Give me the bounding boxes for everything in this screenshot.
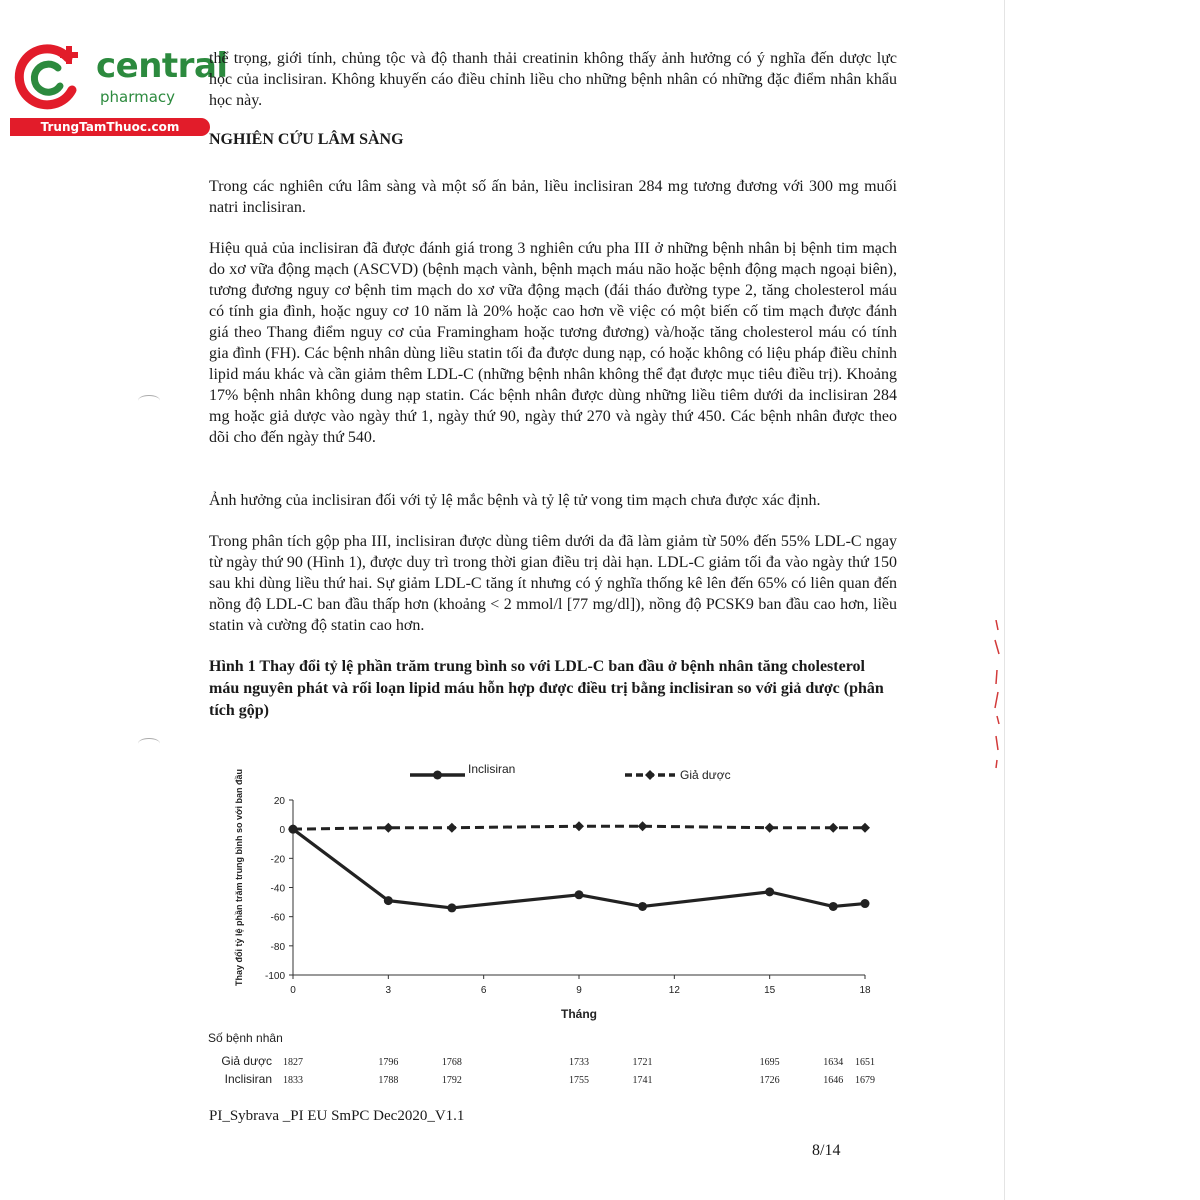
- logo-name: central: [96, 46, 228, 86]
- y-tick-label: -80: [270, 941, 285, 953]
- data-point-inclisiran: [447, 903, 456, 912]
- data-point-placebo: [828, 823, 838, 833]
- patient-count: 1695: [759, 1057, 780, 1068]
- x-tick-label: 18: [859, 985, 871, 996]
- patient-count: 1788: [378, 1075, 399, 1086]
- pharmacy-cross-icon: [10, 38, 90, 118]
- x-tick-label: 12: [668, 985, 680, 996]
- figure-caption: Hình 1 Thay đổi tỷ lệ phần trăm trung bình so với LDL-C ban đầu ở bệnh nhân tăng cholesterol máu nguyên phát và rối loạn lipid máu hỗn hợp được điều trị bằng inclisiran so với giả dược (phân tích gộp): [209, 658, 884, 719]
- patient-count: 1768: [441, 1057, 462, 1068]
- x-tick-label: 15: [764, 985, 776, 996]
- patient-count: 1646: [823, 1075, 844, 1086]
- y-tick-label: -40: [270, 883, 285, 895]
- logo-subtitle: pharmacy: [100, 88, 176, 106]
- scan-mark: [138, 395, 160, 406]
- chart-svg: [200, 740, 920, 1100]
- logo-banner: TrungTamThuoc.com: [10, 118, 210, 136]
- patient-count: 1827: [283, 1057, 303, 1068]
- data-point-placebo: [447, 823, 457, 833]
- paragraph-demographics: thể trọng, giới tính, chủng tộc và độ thanh thải creatinin không thấy ảnh hưởng có ý nghĩa đến dược lực học của inclisiran. Không khuyến cáo điều chỉnh liều cho những bệnh nhân có những đặc điểm nhân khẩu học này.: [209, 50, 897, 109]
- legend-marker: [645, 770, 655, 780]
- data-point-inclisiran: [861, 899, 870, 908]
- x-tick-label: 6: [480, 985, 487, 996]
- patient-count: 1792: [441, 1075, 462, 1086]
- paragraph-pooled-analysis: Trong phân tích gộp pha III, inclisiran được dùng tiêm dưới da đã làm giảm từ 50% đến 55% LDL-C ngay từ ngày thứ 90 (Hình 1), được duy trì trong thời gian điều trị dài hạn. LDL-C giảm tối đa vào ngày thứ 150 sau khi dùng liều thứ hai. Sự giảm LDL-C tăng ít nhưng có ý nghĩa thống kê lên đến 65% có liên quan đến nồng độ LDL-C ban đầu thấp hơn (khoảng < 2 mmol/l [77 mg/dl]), nồng độ PCSK9 ban đầu cao hơn, liều statin và cường độ statin cao hơn.: [209, 533, 897, 634]
- patient-count: 1679: [855, 1075, 875, 1086]
- x-tick-label: 0: [290, 985, 296, 996]
- y-tick-label: -60: [270, 912, 285, 924]
- patient-count: 1733: [569, 1057, 589, 1068]
- patients-label: Số bệnh nhân: [208, 1031, 283, 1045]
- paragraph-dose-equivalence: Trong các nghiên cứu lâm sàng và một số ấn bản, liều inclisiran 284 mg tương đương với 300 mg muối natri inclisiran.: [209, 178, 897, 216]
- page-number: 8/14: [812, 1142, 841, 1159]
- data-point-inclisiran: [575, 890, 584, 899]
- data-point-placebo: [383, 823, 393, 833]
- patient-count: 1796: [378, 1057, 399, 1068]
- patients-row-label: Giả dược: [221, 1054, 272, 1068]
- ldl-change-chart: [200, 740, 920, 1100]
- legend-label: Inclisiran: [468, 762, 516, 776]
- patient-count: 1741: [632, 1075, 653, 1086]
- paragraph-mortality: Ảnh hưởng của inclisiran đối với tỷ lệ mắc bệnh và tỷ lệ tử vong tim mạch chưa được xác định.: [209, 492, 821, 509]
- data-point-placebo: [638, 821, 648, 831]
- y-tick-label: 20: [273, 796, 285, 807]
- patient-count: 1833: [283, 1075, 303, 1086]
- patient-count: 1721: [632, 1057, 653, 1068]
- patient-count: 1726: [759, 1075, 780, 1086]
- x-tick-label: 9: [576, 985, 582, 996]
- data-point-placebo: [574, 821, 584, 831]
- patient-count: 1634: [823, 1057, 844, 1068]
- x-tick-label: 3: [385, 985, 392, 996]
- y-tick-label: -20: [270, 854, 285, 866]
- data-point-inclisiran: [765, 887, 774, 896]
- x-axis-label: Tháng: [561, 1007, 597, 1021]
- central-pharmacy-logo[interactable]: [10, 38, 228, 138]
- data-point-placebo: [860, 823, 870, 833]
- patients-row-label: Inclisiran: [224, 1072, 272, 1086]
- stamp-edge-marks: [992, 620, 1004, 770]
- data-point-inclisiran: [638, 902, 647, 911]
- legend-marker: [433, 771, 442, 780]
- page-edge: [1004, 0, 1005, 1200]
- data-point-inclisiran: [384, 896, 393, 905]
- data-point-inclisiran: [829, 902, 838, 911]
- legend-label: Giả dược: [680, 768, 731, 782]
- data-point-placebo: [765, 823, 775, 833]
- patient-count: 1651: [855, 1057, 875, 1068]
- paragraph-efficacy: Hiệu quả của inclisiran đã được đánh giá trong 3 nghiên cứu pha III ở những bệnh nhân bị bệnh tim mạch do xơ vữa động mạch (ASCVD) (bệnh mạch vành, bệnh mạch máu não hoặc bệnh động mạch ngoại biên), tương đương nguy cơ bệnh tim mạch do xơ vữa động mạch (đái tháo đường type 2, tăng cholesterol máu có tính gia đình, hoặc nguy cơ 10 năm là 20% hoặc cao hơn về việc có một biến cố tim mạch được đánh giá theo Thang điểm nguy cơ của Framingham hoặc tương đương) và/hoặc tăng cholesterol máu có tính gia đình (FH). Các bệnh nhân dùng liều statin tối đa được dung nạp, có hoặc không có liệu pháp điều chỉnh lipid máu khác và cần giảm thêm LDL-C (những bệnh nhân không thể đạt được mục tiêu điều trị). Khoảng 17% bệnh nhân không dung nạp statin. Các bệnh nhân được dùng những liều tiêm dưới da inclisiran 284 mg hoặc giả dược vào ngày thứ 1, ngày thứ 90, ngày thứ 270 và ngày thứ 450. Các bệnh nhân được theo dõi cho đến ngày thứ 540.: [209, 240, 897, 446]
- y-tick-label: 0: [279, 825, 285, 837]
- patient-count: 1755: [569, 1075, 589, 1086]
- scan-mark: [138, 738, 160, 749]
- y-tick-label: -100: [264, 971, 285, 982]
- document-id: PI_Sybrava _PI EU SmPC Dec2020_V1.1: [209, 1108, 465, 1124]
- section-heading: NGHIÊN CỨU LÂM SÀNG: [209, 131, 404, 148]
- y-axis-label: Thay đổi tỷ lệ phần trăm trung bình so với ban đầu: [234, 769, 244, 986]
